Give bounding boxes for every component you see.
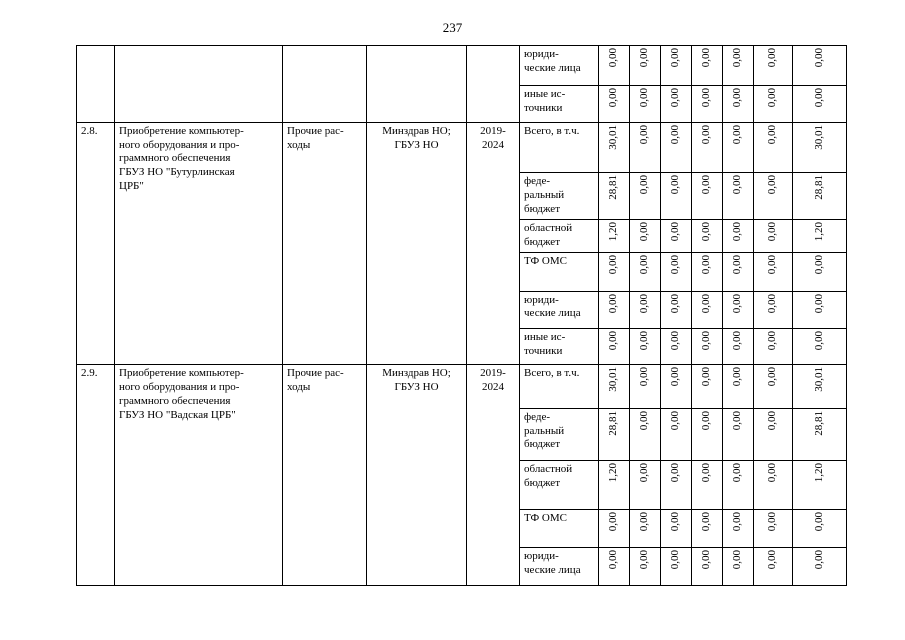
amount-value: 0,00 — [638, 293, 651, 313]
amount-value: 1,20 — [812, 463, 825, 483]
amount-value: 0,00 — [700, 48, 713, 68]
row-number: 2.8. — [77, 122, 115, 365]
years: 2019- 2024 — [467, 122, 520, 365]
funding-source: феде- ральный бюджет — [520, 408, 599, 461]
expense-type: Прочие рас- ходы — [283, 122, 367, 365]
amount-value: 0,00 — [669, 410, 682, 431]
amount-value: 0,00 — [638, 222, 651, 242]
amount-value: 0,00 — [607, 330, 620, 351]
amount-value: 0,00 — [607, 255, 620, 275]
amount-value: 0,00 — [766, 48, 779, 68]
page-number: 237 — [442, 20, 463, 35]
amount-value: 0,00 — [700, 330, 713, 351]
amount-value: 0,00 — [669, 293, 682, 313]
amount-value: 0,00 — [766, 367, 779, 387]
amount-value: 0,00 — [700, 255, 713, 275]
amount-value: 0,00 — [766, 293, 779, 313]
activity-name — [115, 46, 283, 123]
amount-value: 0,00 — [638, 48, 651, 68]
amount-value: 28,81 — [812, 175, 825, 201]
budget-table — [76, 45, 847, 586]
amount-value: 0,00 — [669, 367, 682, 387]
funding-source: ТФ ОМС — [520, 510, 599, 548]
amount-value: 0,00 — [731, 512, 744, 532]
table-row — [77, 122, 847, 173]
expense-type: Прочие рас- ходы — [283, 365, 367, 586]
amount-value: 28,81 — [607, 410, 620, 436]
amount-value: 0,00 — [638, 175, 651, 195]
amount-value: 0,00 — [731, 124, 744, 145]
amount-value: 28,81 — [607, 175, 620, 201]
amount-value: 0,00 — [731, 550, 744, 570]
years: 2019- 2024 — [467, 365, 520, 586]
amount-value: 0,00 — [731, 255, 744, 275]
expense-type — [283, 46, 367, 123]
amount-value: 0,00 — [766, 175, 779, 195]
amount-value: 0,00 — [812, 48, 825, 68]
funding-source: феде- ральный бюджет — [520, 173, 599, 220]
amount-value: 0,00 — [731, 367, 744, 387]
activity-name: Приобретение компьютер- ного оборудования и про- граммного обеспечения ГБУЗ НО "Бутурлинская ЦРБ" — [115, 122, 283, 365]
amount-value: 0,00 — [812, 550, 825, 570]
amount-value: 0,00 — [700, 88, 713, 108]
amount-value: 0,00 — [700, 410, 713, 431]
amount-value: 0,00 — [638, 410, 651, 431]
amount-value: 0,00 — [669, 550, 682, 570]
amount-value: 0,00 — [766, 255, 779, 275]
table-row — [77, 365, 847, 409]
funding-source: Всего, в т.ч. — [520, 122, 599, 173]
amount-value: 0,00 — [731, 88, 744, 108]
amount-value: 0,00 — [700, 175, 713, 195]
amount-value: 0,00 — [812, 330, 825, 351]
amount-value: 0,00 — [669, 463, 682, 483]
amount-value: 0,00 — [669, 175, 682, 195]
funding-source: юриди- ческие лица — [520, 291, 599, 328]
funding-source: областной бюджет — [520, 220, 599, 253]
row-number: 2.9. — [77, 365, 115, 586]
activity-name: Приобретение компьютер- ного оборудования и про- граммного обеспечения ГБУЗ НО "Вадская ЦРБ" — [115, 365, 283, 586]
amount-value: 0,00 — [669, 124, 682, 145]
amount-value: 0,00 — [812, 255, 825, 275]
amount-value: 0,00 — [731, 410, 744, 431]
amount-value: 0,00 — [766, 222, 779, 242]
funding-source: иные ис- точники — [520, 86, 599, 122]
amount-value: 0,00 — [700, 293, 713, 313]
amount-value: 0,00 — [638, 255, 651, 275]
amount-value: 0,00 — [812, 88, 825, 108]
amount-value: 0,00 — [638, 367, 651, 387]
amount-value: 0,00 — [669, 512, 682, 532]
amount-value: 0,00 — [607, 550, 620, 570]
amount-value: 0,00 — [766, 88, 779, 108]
amount-value: 0,00 — [607, 293, 620, 313]
amount-value: 0,00 — [766, 463, 779, 483]
years — [467, 46, 520, 123]
amount-value: 0,00 — [731, 330, 744, 351]
amount-value: 0,00 — [669, 255, 682, 275]
amount-value: 0,00 — [638, 330, 651, 351]
amount-value: 0,00 — [700, 222, 713, 242]
amount-value: 1,20 — [812, 222, 825, 242]
amount-value: 0,00 — [638, 124, 651, 145]
amount-value: 30,01 — [812, 124, 825, 150]
amount-value: 0,00 — [638, 550, 651, 570]
amount-value: 0,00 — [607, 88, 620, 108]
amount-value: 28,81 — [812, 410, 825, 436]
executor: Минздрав НО; ГБУЗ НО — [367, 365, 467, 586]
amount-value: 0,00 — [731, 463, 744, 483]
amount-value: 0,00 — [669, 48, 682, 68]
amount-value: 0,00 — [700, 367, 713, 387]
amount-value: 30,01 — [607, 367, 620, 393]
amount-value: 0,00 — [669, 222, 682, 242]
funding-source: ТФ ОМС — [520, 253, 599, 291]
amount-value: 0,00 — [607, 512, 620, 532]
amount-value: 1,20 — [607, 463, 620, 483]
funding-source: Всего, в т.ч. — [520, 365, 599, 409]
amount-value: 0,00 — [731, 175, 744, 195]
amount-value: 30,01 — [607, 124, 620, 150]
funding-source: иные ис- точники — [520, 328, 599, 364]
executor: Минздрав НО; ГБУЗ НО — [367, 122, 467, 365]
table-row — [77, 46, 847, 86]
amount-value: 0,00 — [731, 293, 744, 313]
amount-value: 0,00 — [812, 293, 825, 313]
amount-value: 0,00 — [638, 88, 651, 108]
amount-value: 0,00 — [700, 463, 713, 483]
amount-value: 0,00 — [766, 330, 779, 351]
funding-source: областной бюджет — [520, 461, 599, 510]
funding-source: юриди- ческие лица — [520, 548, 599, 586]
amount-value: 1,20 — [607, 222, 620, 242]
amount-value: 0,00 — [669, 88, 682, 108]
amount-value: 0,00 — [638, 512, 651, 532]
amount-value: 0,00 — [638, 463, 651, 483]
amount-value: 30,01 — [812, 367, 825, 393]
funding-source: юриди- ческие лица — [520, 46, 599, 86]
amount-value: 0,00 — [731, 222, 744, 242]
row-number — [77, 46, 115, 123]
executor — [367, 46, 467, 123]
amount-value: 0,00 — [700, 512, 713, 532]
amount-value: 0,00 — [766, 410, 779, 431]
amount-value: 0,00 — [766, 550, 779, 570]
amount-value: 0,00 — [700, 550, 713, 570]
amount-value: 0,00 — [700, 124, 713, 145]
amount-value: 0,00 — [766, 512, 779, 532]
amount-value: 0,00 — [812, 512, 825, 532]
amount-value: 0,00 — [607, 48, 620, 68]
amount-value: 0,00 — [669, 330, 682, 351]
amount-value: 0,00 — [766, 124, 779, 145]
amount-value: 0,00 — [731, 48, 744, 68]
